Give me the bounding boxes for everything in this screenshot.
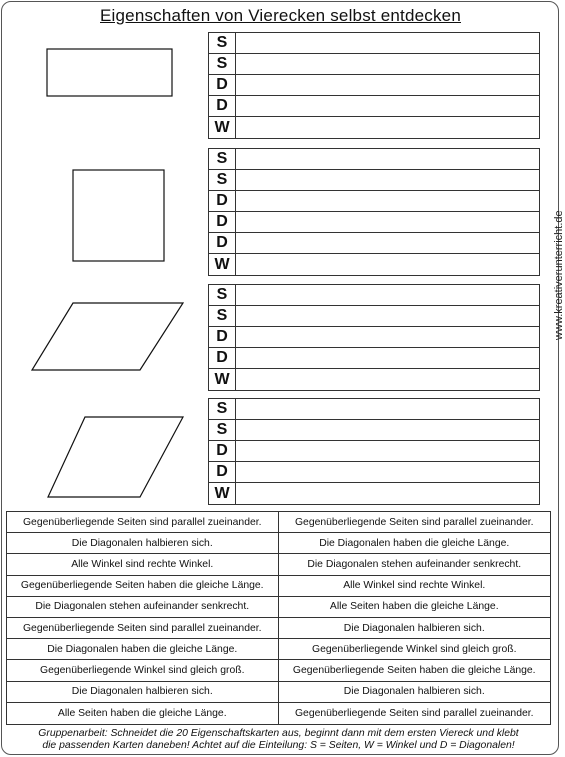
property-letter: S: [209, 306, 236, 326]
property-letter: S: [209, 420, 236, 440]
property-card[interactable]: Gegenüberliegende Seiten haben die gleiche Länge.: [279, 660, 551, 681]
property-letter: D: [209, 212, 236, 232]
rectangle-property-table: [208, 32, 540, 139]
property-letter: D: [209, 462, 236, 482]
property-card[interactable]: Gegenüberliegende Winkel sind gleich groß.: [279, 639, 551, 660]
property-letter: W: [209, 483, 236, 504]
property-card[interactable]: Gegenüberliegende Winkel sind gleich groß.: [7, 660, 279, 681]
property-letter: D: [209, 75, 236, 95]
card-slot[interactable]: [236, 369, 539, 390]
card-slot[interactable]: [236, 254, 539, 275]
property-letter: W: [209, 254, 236, 275]
page-title: Eigenschaften von Vierecken selbst entdecken: [100, 6, 461, 25]
parallelogram-shape: [30, 302, 185, 372]
card-slot[interactable]: [236, 462, 539, 482]
property-row: [209, 306, 539, 327]
property-row: [209, 254, 539, 275]
card-slot[interactable]: [236, 149, 539, 169]
property-letter: S: [209, 149, 236, 169]
rhombus-shape: [46, 416, 186, 500]
property-row: [209, 327, 539, 348]
watermark-text: www.kreativerunterricht.de: [553, 210, 565, 340]
property-letter: S: [209, 170, 236, 190]
property-card[interactable]: Alle Winkel sind rechte Winkel.: [7, 554, 279, 575]
property-row: [209, 399, 539, 420]
property-card[interactable]: Gegenüberliegende Seiten haben die gleiche Länge.: [7, 576, 279, 597]
card-slot[interactable]: [236, 348, 539, 368]
card-slot[interactable]: [236, 233, 539, 253]
property-letter: W: [209, 369, 236, 390]
property-row: [209, 285, 539, 306]
card-slot[interactable]: [236, 285, 539, 305]
property-row: [209, 441, 539, 462]
property-row: [209, 149, 539, 170]
property-card[interactable]: Gegenüberliegende Seiten sind parallel zueinander.: [279, 512, 551, 533]
property-row: [209, 170, 539, 191]
instructions-line-2: die passenden Karten daneben! Achtet auf die Einteilung: S = Seiten, W = Winkel und D = Diagonalen!: [42, 740, 515, 751]
property-letter: D: [209, 441, 236, 461]
property-row: [209, 191, 539, 212]
property-row: [209, 33, 539, 54]
property-cards-grid: [6, 511, 551, 725]
property-letter: D: [209, 327, 236, 347]
rhombus-property-table: [208, 398, 540, 505]
card-slot[interactable]: [236, 483, 539, 504]
property-row: [209, 483, 539, 504]
property-card[interactable]: Die Diagonalen stehen aufeinander senkrecht.: [7, 597, 279, 618]
card-slot[interactable]: [236, 306, 539, 326]
property-letter: W: [209, 117, 236, 138]
card-slot[interactable]: [236, 170, 539, 190]
property-card[interactable]: Die Diagonalen halbieren sich.: [7, 533, 279, 554]
property-card[interactable]: Alle Seiten haben die gleiche Länge.: [279, 597, 551, 618]
property-row: [209, 420, 539, 441]
property-card[interactable]: Die Diagonalen haben die gleiche Länge.: [7, 639, 279, 660]
property-card[interactable]: Gegenüberliegende Seiten sind parallel zueinander.: [294, 707, 534, 719]
instructions-footer: [6, 728, 551, 752]
square-property-table: [208, 148, 540, 276]
card-slot[interactable]: [236, 191, 539, 211]
property-letter: S: [209, 54, 236, 74]
property-letter: D: [209, 348, 236, 368]
property-letter: S: [209, 399, 236, 419]
square-shape: [72, 169, 166, 263]
property-letter: S: [209, 285, 236, 305]
property-card[interactable]: Alle Seiten haben die gleiche Länge.: [7, 703, 279, 724]
property-card[interactable]: Gegenüberliegende Seiten sind parallel zueinander.: [7, 618, 279, 639]
rectangle-shape: [46, 48, 174, 98]
card-slot[interactable]: [236, 212, 539, 232]
property-row: [209, 96, 539, 117]
card-slot[interactable]: [236, 96, 539, 116]
property-row: [209, 462, 539, 483]
card-slot[interactable]: [236, 441, 539, 461]
card-slot[interactable]: [236, 420, 539, 440]
property-letter: S: [209, 33, 236, 53]
property-card[interactable]: Die Diagonalen halbieren sich.: [279, 618, 551, 639]
property-row: [209, 117, 539, 138]
card-slot[interactable]: [236, 33, 539, 53]
property-letter: D: [209, 96, 236, 116]
property-card[interactable]: Die Diagonalen stehen aufeinander senkrecht.: [279, 554, 551, 575]
property-row: [209, 212, 539, 233]
property-card[interactable]: Die Diagonalen halbieren sich.: [279, 682, 551, 703]
instructions-line-1: Gruppenarbeit: Schneidet die 20 Eigenschaftskarten aus, beginnt dann mit dem ersten Viereck und klebt: [38, 728, 519, 739]
card-slot[interactable]: [236, 327, 539, 347]
property-card[interactable]: Gegenüberliegende Seiten sind parallel zueinander.: [7, 512, 279, 533]
property-row: [209, 348, 539, 369]
property-row: [209, 54, 539, 75]
property-letter: D: [209, 233, 236, 253]
property-row: [209, 369, 539, 390]
card-slot[interactable]: [236, 399, 539, 419]
card-slot[interactable]: [236, 75, 539, 95]
card-slot[interactable]: [236, 54, 539, 74]
property-card[interactable]: Alle Winkel sind rechte Winkel.: [279, 576, 551, 597]
property-card[interactable]: Die Diagonalen halbieren sich.: [7, 682, 279, 703]
property-row: [209, 233, 539, 254]
parallelogram-property-table: [208, 284, 540, 391]
property-letter: D: [209, 191, 236, 211]
property-card[interactable]: Die Diagonalen haben die gleiche Länge.: [279, 533, 551, 554]
property-row: [209, 75, 539, 96]
card-slot[interactable]: [236, 117, 539, 138]
